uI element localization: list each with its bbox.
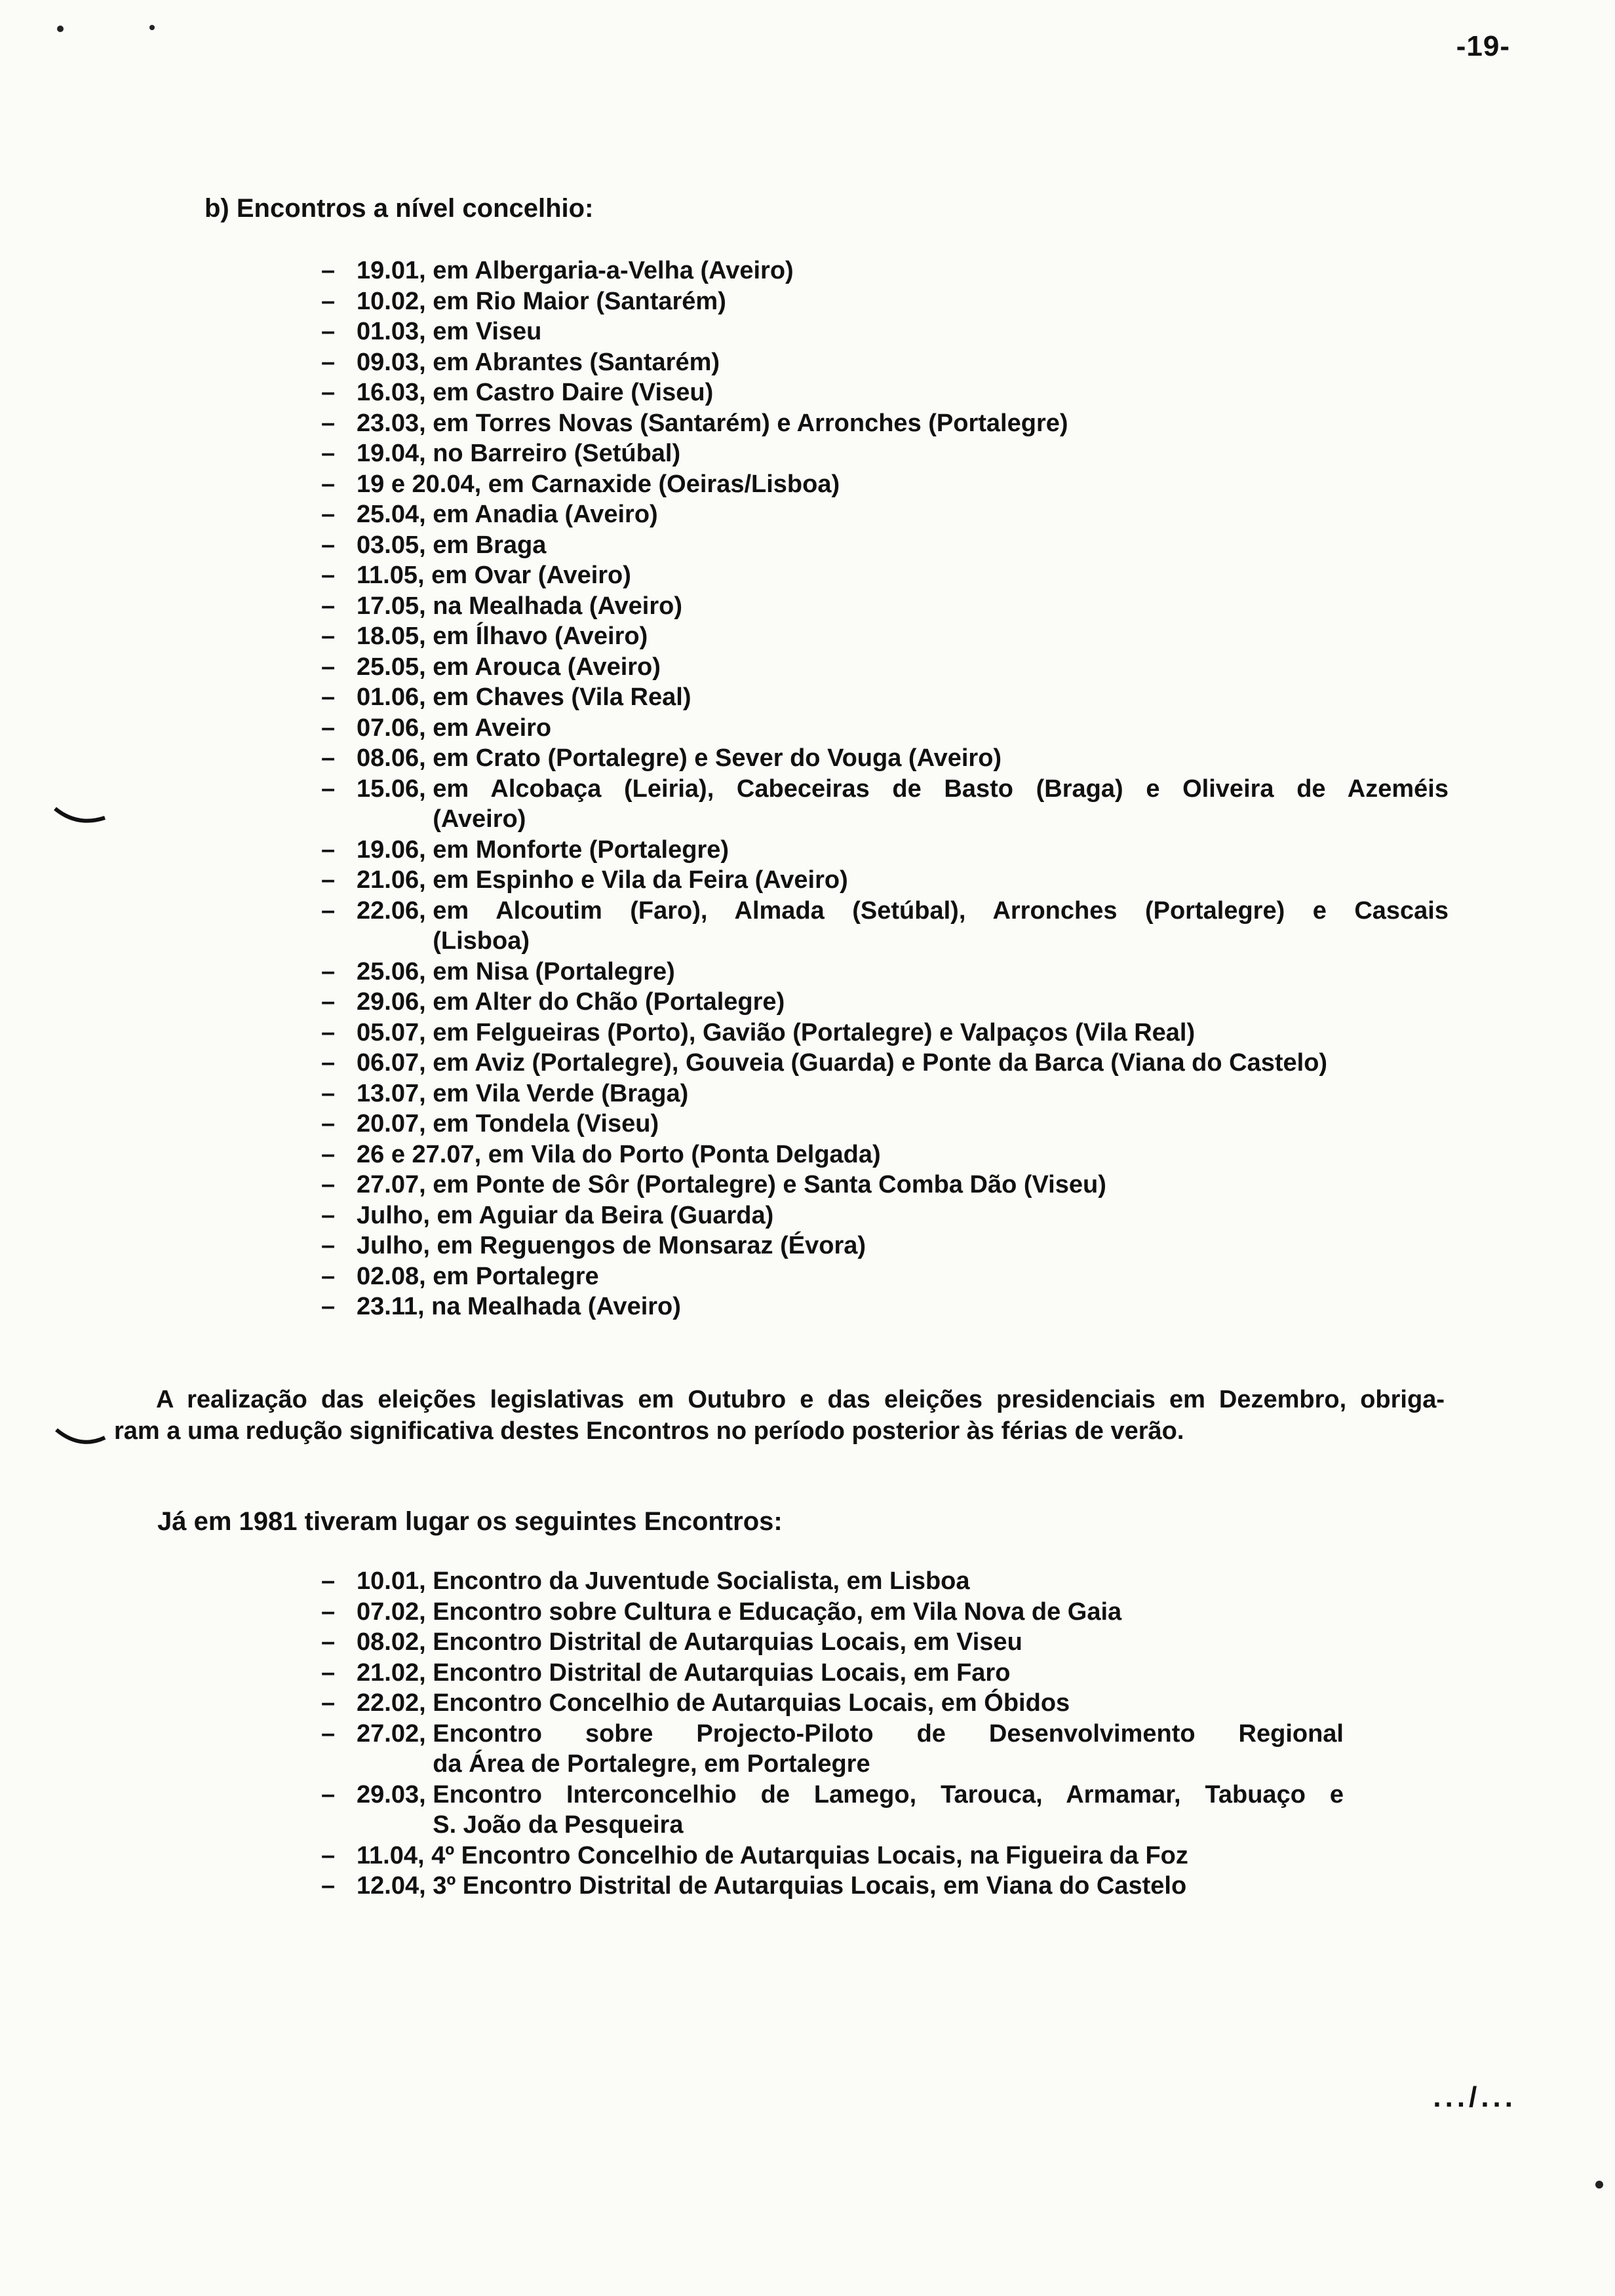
list-item: – 01.03, em Viseu (321, 316, 1449, 347)
list-item: – 21.02, Encontro Distrital de Autarquias Locais, em Faro (321, 1658, 1344, 1689)
list-item: – 25.04, em Anadia (Aveiro) (321, 499, 1449, 530)
item-date: – 29.03, (357, 1780, 433, 1808)
list-item: – 07.06, em Aveiro (321, 713, 1449, 744)
list-item: – 09.03, em Abrantes (Santarém) (321, 347, 1449, 378)
item-text-line-1: em Alcoutim (Faro), Almada (Setúbal), Arronches (Portalegre) e Cascais (433, 896, 1449, 925)
section-heading: b) Encontros a nível concelhio: (204, 194, 594, 223)
encontros-1980-list (321, 256, 1449, 1322)
list-item (321, 774, 1449, 835)
list-item (321, 896, 1449, 957)
item-text (433, 1780, 1344, 1841)
page-number: -19- (1456, 30, 1510, 62)
list-item: – 13.07, em Vila Verde (Braga) (321, 1079, 1449, 1109)
list-item: – 19.01, em Albergaria-a-Velha (Aveiro) (321, 256, 1449, 286)
list-item: – Julho, em Aguiar da Beira (Guarda) (321, 1200, 1449, 1231)
list-item: – 25.06, em Nisa (Portalegre) (321, 957, 1449, 987)
list-item: – 03.05, em Braga (321, 530, 1449, 561)
item-text-line-1: Encontro Interconcelhio de Lamego, Tarouca, Armamar, Tabuaço e (433, 1780, 1344, 1808)
paragraph-line-1: A realização das eleições legislativas em Outubro e das eleições presidenciais em Dezembro, obriga- (156, 1386, 1445, 1413)
list-item: – 16.03, em Castro Daire (Viseu) (321, 377, 1449, 408)
list-item: – 22.02, Encontro Concelhio de Autarquias Locais, em Óbidos (321, 1688, 1344, 1719)
list-item: – Julho, em Reguengos de Monsaraz (Évora) (321, 1231, 1449, 1261)
list-item: – 27.07, em Ponte de Sôr (Portalegre) e Santa Comba Dão (Viseu) (321, 1170, 1449, 1200)
paragraph-line-2: ram a uma redução significativa destes Encontros no período posterior às férias de verão. (114, 1417, 1184, 1445)
list-item: – 06.07, em Aviz (Portalegre), Gouveia (Guarda) e Ponte da Barca (Viana do Castelo) (321, 1048, 1449, 1079)
item-text (433, 774, 1449, 835)
list-item: – 20.07, em Tondela (Viseu) (321, 1109, 1449, 1139)
list-item: – 10.02, em Rio Maior (Santarém) (321, 286, 1449, 317)
elections-paragraph (114, 1384, 1445, 1447)
item-text (433, 896, 1449, 957)
list-item: – 08.02, Encontro Distrital de Autarquias Locais, em Viseu (321, 1627, 1344, 1658)
item-date: – 27.02, (357, 1719, 433, 1748)
list-item: – 07.02, Encontro sobre Cultura e Educação, em Vila Nova de Gaia (321, 1597, 1344, 1628)
list-item: – 19 e 20.04, em Carnaxide (Oeiras/Lisboa) (321, 469, 1449, 500)
list-item: – 18.05, em Ílhavo (Aveiro) (321, 621, 1449, 652)
list-item: – 10.01, Encontro da Juventude Socialista, em Lisboa (321, 1566, 1344, 1597)
item-text-line-2: da Área de Portalegre, em Portalegre (433, 1750, 870, 1778)
item-text (433, 1719, 1344, 1780)
list-item: – 11.05, em Ovar (Aveiro) (321, 560, 1449, 591)
item-text-line-2: (Lisboa) (433, 927, 530, 955)
list-item: – 21.06, em Espinho e Vila da Feira (Aveiro) (321, 865, 1449, 896)
list-item: – 29.06, em Alter do Chão (Portalegre) (321, 987, 1449, 1018)
list-item: – 23.11, na Mealhada (Aveiro) (321, 1292, 1449, 1322)
list-item: – 19.04, no Barreiro (Setúbal) (321, 438, 1449, 469)
item-text-line-2: S. João da Pesqueira (433, 1811, 684, 1839)
list-item: – 19.06, em Monforte (Portalegre) (321, 835, 1449, 866)
list-item: – 05.07, em Felgueiras (Porto), Gavião (Portalegre) e Valpaços (Vila Real) (321, 1018, 1449, 1048)
item-text-line-2: (Aveiro) (433, 805, 526, 833)
item-text-line-1: em Alcobaça (Leiria), Cabeceiras de Basto (Braga) e Oliveira de Azeméis (433, 775, 1449, 803)
list-item: – 25.05, em Arouca (Aveiro) (321, 652, 1449, 683)
list-item: – 08.06, em Crato (Portalegre) e Sever do Vouga (Aveiro) (321, 743, 1449, 774)
list-item: – 23.03, em Torres Novas (Santarém) e Arronches (Portalegre) (321, 408, 1449, 439)
list-item (321, 1719, 1344, 1780)
list-item: – 02.08, em Portalegre (321, 1261, 1449, 1292)
continuation-mark: .../... (1433, 2081, 1517, 2113)
list-item: – 11.04, 4º Encontro Concelhio de Autarquias Locais, na Figueira da Foz (321, 1841, 1344, 1871)
list-item: – 01.06, em Chaves (Vila Real) (321, 682, 1449, 713)
item-date: – 15.06, (357, 775, 433, 803)
encontros-1981-list (321, 1566, 1344, 1902)
list-item: – 26 e 27.07, em Vila do Porto (Ponta Delgada) (321, 1139, 1449, 1170)
item-text-line-1: Encontro sobre Projecto-Piloto de Desenvolvimento Regional (433, 1719, 1344, 1748)
intro-1981: Já em 1981 tiveram lugar os seguintes Encontros: (157, 1507, 783, 1536)
list-item (321, 1780, 1344, 1841)
list-item: – 12.04, 3º Encontro Distrital de Autarquias Locais, em Viana do Castelo (321, 1871, 1344, 1902)
list-item: – 17.05, na Mealhada (Aveiro) (321, 591, 1449, 622)
item-date: – 22.06, (357, 896, 433, 925)
